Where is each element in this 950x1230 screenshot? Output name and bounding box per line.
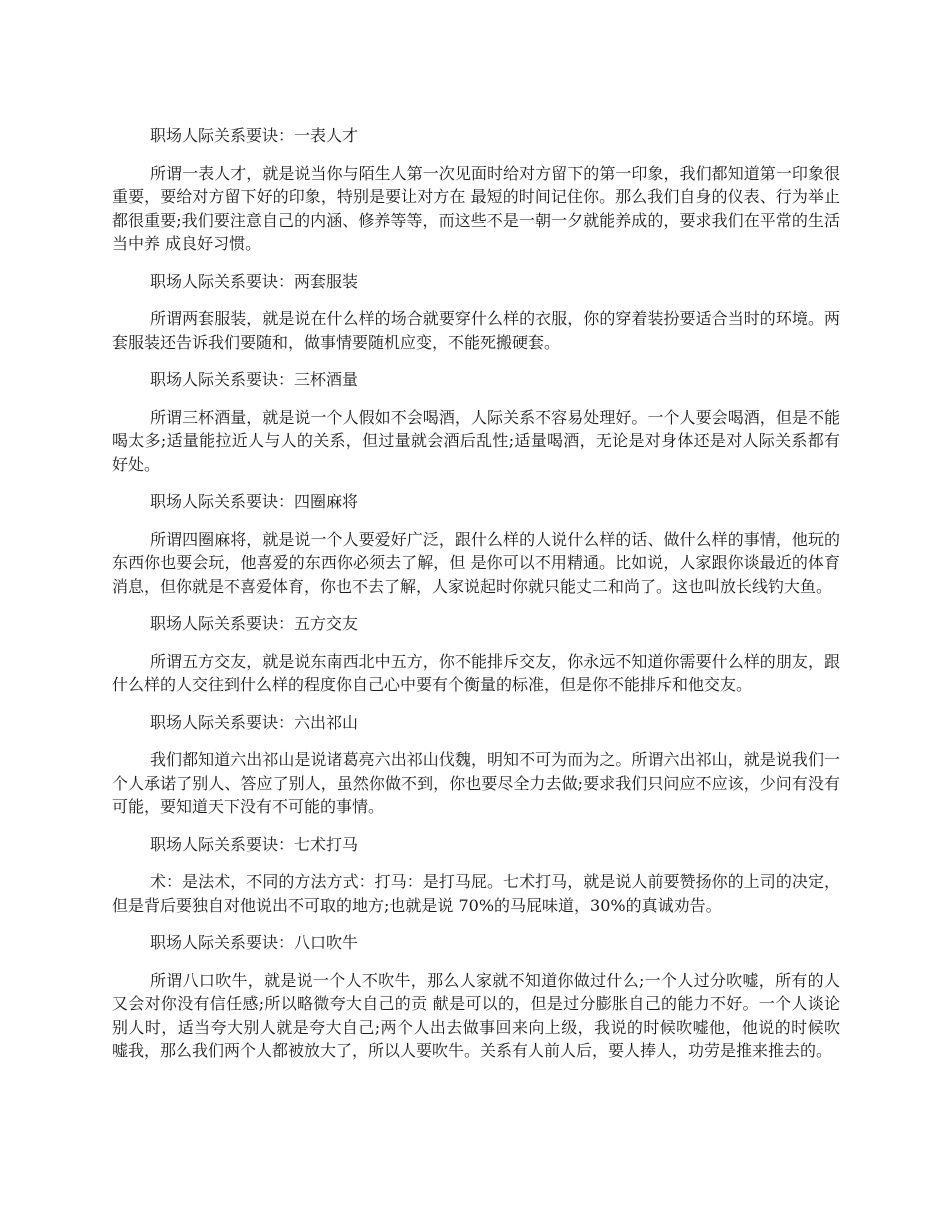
section-heading-5: 职场人际关系要诀：五方交友 [150,614,359,633]
section-paragraph-1: 所谓一表人才，就是说当你与陌生人第一次见面时给对方留下的第一印象，我们都知道第一印象很重要，要给对方留下好的印象，特别是要让对方在 最短的时间记住你。那么我们自身的仪表、行为举止都很重要;我们要注意自己的内涵、修养等等，而这些不是一朝一夕就能养成的，要求我们在平常的生活当中养 成良好习惯。 [112,163,840,253]
section-paragraph-4: 所谓四圈麻将，就是说一个人要爱好广泛，跟什么样的人说什么样的话、做什么样的事情，他玩的东西你也要会玩，他喜爱的东西你必须去了解，但 是你可以不用精通。比如说，人家跟你谈最近的体育消息，但你就是不喜爱体育，你也不去了解，人家说起时你就只能丈二和尚了。这也叫放长线钓大鱼。 [112,529,840,596]
section-paragraph-5: 所谓五方交友，就是说东南西北中五方，你不能排斥交友，你永远不知道你需要什么样的朋友，跟什么样的人交往到什么样的程度你自己心中要有个衡量的标准，但是你不能排斥和他交友。 [112,651,840,694]
section-heading-1: 职场人际关系要诀：一表人才 [150,126,359,145]
section-paragraph-2: 所谓两套服装，就是说在什么样的场合就要穿什么样的衣服，你的穿着装扮要适合当时的环境。两套服装还告诉我们要随和，做事情要随机应变，不能死搬硬套。 [112,309,840,352]
document-body [112,124,840,1077]
section-paragraph-6: 我们都知道六出祁山是说诸葛亮六出祁山伐魏，明知不可为而为之。所谓六出祁山，就是说我们一个人承诺了别人、答应了别人，虽然你做不到，你也要尽全力去做;要求我们只问应不应该，少问有没有可能，要知道天下没有不可能的事情。 [112,750,840,816]
section-heading-2: 职场人际关系要诀：两套服装 [150,271,359,291]
section-heading-4: 职场人际关系要诀：四圈麻将 [150,492,359,511]
section-paragraph-8: 所谓八口吹牛，就是说一个人不吹牛，那么人家就不知道你做过什么;一个人过分吹嘘，所有的人又会对你没有信任感;所以略微夸大自己的贡 献是可以的，但是过分膨胀自己的能力不好。一个人谈论别人时，适当夸大别人就是夸大自己;两个人出去做事回来向上级，我说的时候吹嘘他，他说的时候吹 嘘我，那么我们两个人都被放大了，所以人要吹牛。关系有人前人后，要人捧人，功劳是推来推去的。 [112,970,840,1060]
section-paragraph-7: 术：是法术，不同的方法方式：打马：是打马屁。七术打马，就是说人前要赞扬你的上司的决定，但是背后要独自对他说出不可取的地方;也就是说 70%的马屁味道，30%的真诚劝告。 [112,872,840,915]
section-heading-7: 职场人际关系要诀：七术打马 [150,834,359,854]
section-heading-3: 职场人际关系要诀：三杯酒量 [150,370,359,389]
section-heading-6: 职场人际关系要诀：六出祁山 [150,712,359,732]
section-paragraph-3: 所谓三杯酒量，就是说一个人假如不会喝酒，人际关系不容易处理好。一个人要会喝酒，但是不能喝太多;适量能拉近人与人的关系，但过量就会酒后乱性;适量喝酒，无论是对身体还是对人际关系都有好处。 [112,407,840,474]
section-heading-8: 职场人际关系要诀：八口吹牛 [150,933,359,952]
